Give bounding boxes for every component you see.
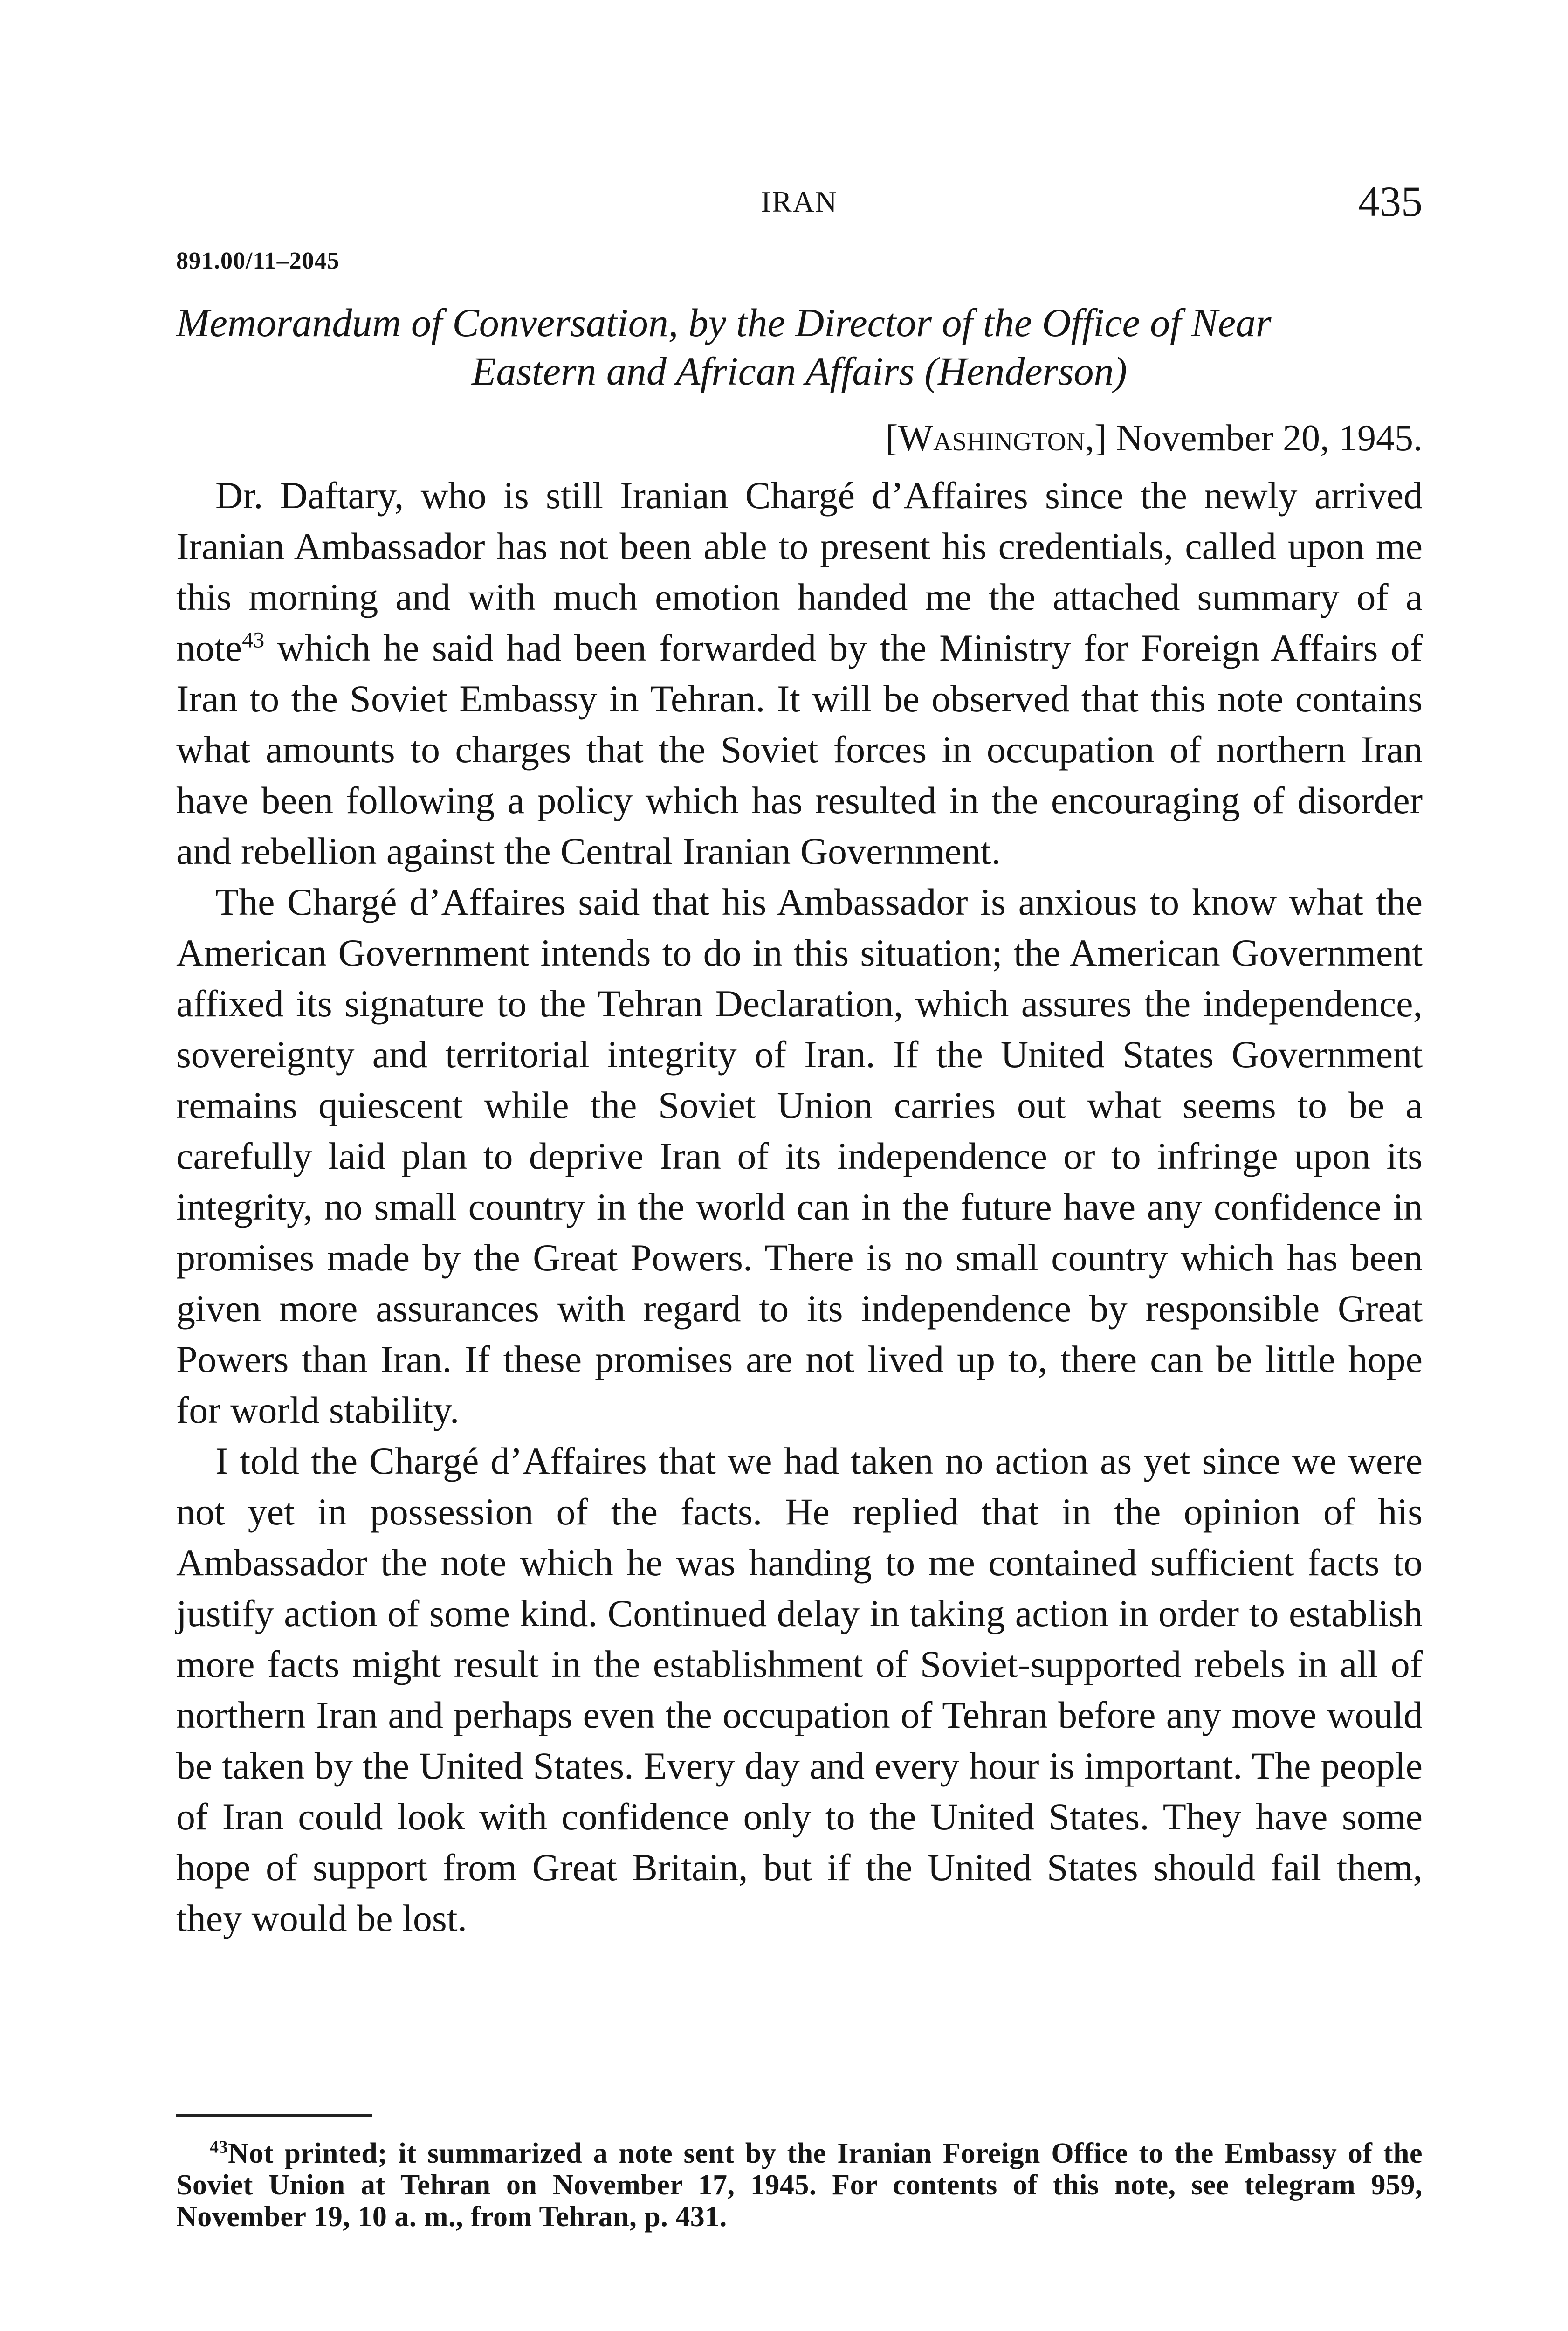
memorandum-body bbox=[176, 470, 1423, 1944]
dateline-date: November 20, 1945. bbox=[1116, 418, 1423, 459]
footnote-marker: 43 bbox=[210, 2137, 228, 2157]
document-title bbox=[176, 298, 1423, 395]
footnote-reference: 43 bbox=[242, 628, 265, 653]
page-number: 435 bbox=[1358, 178, 1423, 225]
dateline bbox=[886, 415, 1423, 462]
paragraph-3: I told the Chargé d’Affaires that we had taken no action as yet since we were not yet in possession of the facts. He replied that in the opinion of his Ambassador the note which he was handing to me contained sufficient facts to justify action of some kind. Continued delay in taking action in order to establish more facts might result in the establishment of Soviet-supported rebels in all of northern Iran and perhaps even the occupation of Tehran before any move would be taken by the United States. Every day and every hour is important. The people of Iran could look with confidence only to the United States. They have some hope of support from Great Britain, but if the United States should fail them, they would be lost. bbox=[176, 1440, 1423, 1939]
dateline-place: [Washington,] bbox=[885, 418, 1107, 459]
document-page bbox=[176, 0, 1423, 2331]
footnote-paragraph bbox=[176, 2138, 1423, 2233]
paragraph-1 bbox=[176, 470, 1423, 876]
document-title-line-2: Eastern and African Affairs (Henderson) bbox=[471, 349, 1128, 393]
footnote-divider bbox=[176, 2114, 372, 2117]
paragraph-2: The Chargé d’Affaires said that his Ambassador is anxious to know what the American Government intends to do in this situation; the American Government affixed its signature to the Tehran Declaration, which assures the independence, sovereignty and territorial integrity of Iran. If the United States Government remains quiescent while the Soviet Union carries out what seems to be a carefully laid plan to deprive Iran of its independence or to infringe upon its integrity, no small country in the world can in the future have any confidence in promises made by the Great Powers. There is no small country which has been given more assurances with regard to its independence by responsible Great Powers than Iran. If these promises are not lived up to, there can be little hope for world stability. bbox=[176, 881, 1423, 1431]
footnote bbox=[176, 2138, 1423, 2233]
file-number: 891.00/11–2045 bbox=[176, 248, 340, 274]
running-header bbox=[176, 178, 1423, 232]
running-title: IRAN bbox=[761, 185, 838, 218]
footnote-text: Not printed; it summarized a note sent by the Iranian Foreign Office to the Embassy of the Soviet Union at Tehran on November 17, 1945. For contents of this note, see telegram 959, November 19, 10 a. m., from Tehran, p. 431. bbox=[176, 2138, 1423, 2233]
paragraph-1-text-b: which he said had been forwarded by the Ministry for Foreign Affairs of Iran to the Soviet Embassy in Tehran. It will be observed that this note contains what amounts to charges that the Soviet forces in occupation of northern Iran have been following a policy which has resulted in the encouraging of disorder and rebellion against the Central Iranian Government. bbox=[176, 627, 1423, 872]
document-title-line-1: Memorandum of Conversation, by the Director of the Office of Near bbox=[176, 300, 1272, 345]
paragraph-1-text-a: Dr. Daftary, who is still Iranian Chargé d’Affaires since the newly arrived Iranian Ambassador has not been able to present his credentials, called upon me this morning and with much emotion handed me the attached summary of a note bbox=[176, 474, 1423, 669]
